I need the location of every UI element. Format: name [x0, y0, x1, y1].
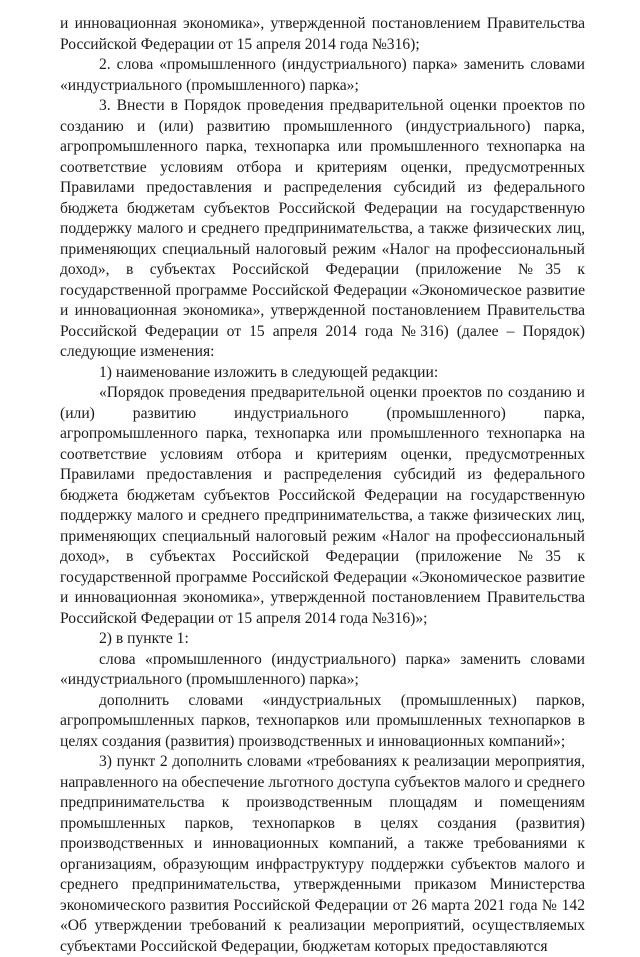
paragraph-2: 2. слова «промышленного (индустриального) парка» заменить словами «индустриального (промышленного) парка»;: [60, 56, 585, 94]
paragraph-9: 3) пункт 2 дополнить словами «требованиях к реализации мероприятия, направленного на обеспечение льготного доступа субъектов малого и среднего предпринимательства к производственным площадям и помещениям промышленных парков, технопарков в целях создания (развития) производственных и инновационных компаний, а также требованиями к организациям, образующим инфраструктуру поддержки субъектов малого и среднего предпринимательства, утвержденными приказом Министерства экономического развития Российской Федерации от 26 марта 2021 года № 142 «Об утверждении требований к реализации мероприятий, осуществляемых субъектами Российской Федерации, бюджетам которых предоставляются: [60, 753, 585, 955]
paragraph-8: дополнить словами «индустриальных (промышленных) парков, агропромышленных парков, технопарков или промышленных технопарков в целях создания (развития) производственных и инновационных компаний»;: [60, 691, 585, 750]
document-page: [60, 14, 585, 957]
paragraph-6: 2) в пункте 1:: [99, 630, 189, 647]
paragraph-1: и инновационная экономика», утвержденной постановлением Правительства Российской Федерации от 15 апреля 2014 года №316);: [60, 15, 585, 53]
paragraph-7: слова «промышленного (индустриального) парка» заменить словами «индустриального (промышленного) парка»;: [60, 650, 585, 688]
paragraph-5: «Порядок проведения предварительной оценки проектов по созданию и (или) развитию индустриального (промышленного) парка, агропромышленного парка, технопарка или промышленного технопарка на соответствие условиям отбора и критериям оценки, предусмотренных Правилами предоставления и распределения субсидий из федерального бюджета бюджетам субъектов Российской Федерации на государственную поддержку малого и среднего предпринимательства, а также физических лиц, применяющих специальный налоговый режим «Налог на профессиональный доход», в субъектах Российской Федерации (приложение №35 к государственной программе Российской Федерации «Экономическое развитие и инновационная экономика», утвержденной постановлением Правительства Российской Федерации от 15 апреля 2014 года №316)»;: [60, 384, 585, 627]
paragraph-4: 1) наименование изложить в следующей редакции:: [99, 363, 439, 381]
paragraph-3: 3. Внести в Порядок проведения предварительной оценки проектов по созданию и (или) развитию промышленного (индустриального) парка, агропромышленного парка, технопарка или промышленного технопарка на соответствие условиям отбора и критериям оценки, предусмотренных Правилами предоставления и распределения субсидий из федерального бюджета бюджетам субъектов Российской Федерации на государственную поддержку малого и среднего предпринимательства, а также физических лиц, применяющих специальный налоговый режим «Налог на профессиональный доход», в субъектах Российской Федерации (приложение №35 к государственной программе Российской Федерации «Экономическое развитие и инновационная экономика», утвержденной постановлением Правительства Российской Федерации от 15 апреля 2014 года №316) (далее – Порядок) следующие изменения:: [60, 97, 585, 360]
